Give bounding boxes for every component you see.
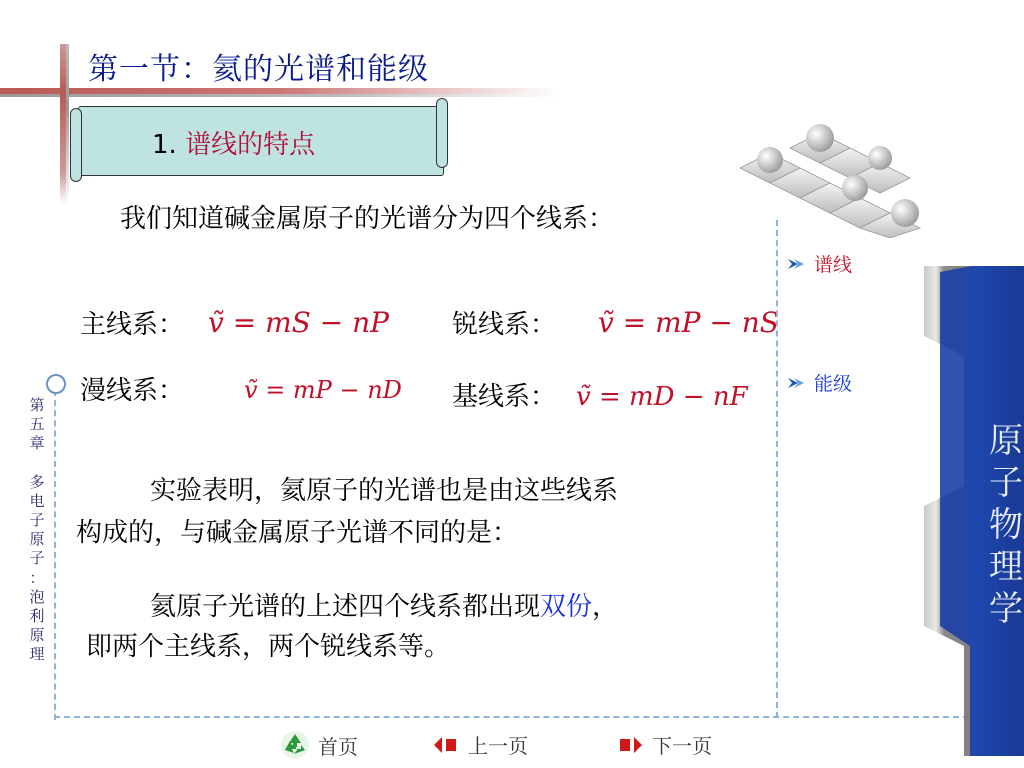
intro-text: 我们知道碱金属原子的光谱分为四个线系： <box>120 204 615 234</box>
chapter-char: 子 <box>29 549 45 568</box>
chapter-char: 章 <box>29 434 45 453</box>
spine-char: 物 <box>989 505 1023 545</box>
nav-energy-levels-label: 能级 <box>814 373 853 395</box>
header-accent-bar-gray <box>0 94 560 97</box>
chapter-char: 多 <box>29 472 45 491</box>
frame-bottom-line <box>54 716 969 718</box>
frame-circle-marker <box>46 374 66 394</box>
spine-char: 理 <box>989 547 1023 587</box>
chevron-right-icon <box>786 376 808 390</box>
series-label-principal: 主线系： <box>80 310 185 340</box>
para2-line2: 即两个主线系，两个锐线系等。 <box>86 632 451 662</box>
nav-spectral-lines-label: 谱线 <box>814 254 853 276</box>
spine-char: 原 <box>989 421 1023 461</box>
chevron-right-icon <box>786 257 808 271</box>
chapter-char: 第 <box>29 396 45 414</box>
formula-sharp: ṽ = mP − nS <box>598 306 779 339</box>
chapter-vertical-label <box>26 396 48 665</box>
formula-fundamental: ṽ = mD − nF <box>576 382 748 412</box>
series-label-fundamental: 基线系： <box>452 382 557 412</box>
highlight-double: 双份 <box>540 592 593 622</box>
frame-right-line <box>776 220 778 718</box>
section-text: 谱线的特点 <box>185 130 316 160</box>
formula-diffuse: ṽ = mP − nD <box>244 376 402 404</box>
chapter-char: 五 <box>29 415 45 434</box>
next-page-button[interactable] <box>616 730 712 759</box>
frame-left-line <box>54 390 56 720</box>
series-label-diffuse: 漫线系： <box>80 376 185 406</box>
para1-line1: 实验表明，氦原子的光谱也是由这些线系 <box>150 476 619 506</box>
section-banner <box>70 98 448 182</box>
section-heading <box>152 124 315 161</box>
next-page-label: 下一页 <box>652 734 712 758</box>
section-gap <box>177 130 185 160</box>
spine-char: 子 <box>989 463 1023 503</box>
chapter-char: 原 <box>29 530 45 549</box>
arrow-left-icon <box>432 735 460 755</box>
chapter-char: 子 <box>29 511 45 530</box>
chapter-char: 泡 <box>29 587 45 606</box>
prev-page-button[interactable] <box>432 730 528 759</box>
chapter-spacer <box>26 454 48 473</box>
nav-energy-levels[interactable] <box>786 369 852 396</box>
page-title: 第一节：氦的光谱和能级 <box>88 52 429 87</box>
banner-roll-right <box>436 98 448 168</box>
home-button[interactable] <box>280 730 358 760</box>
chapter-char: ： <box>29 568 45 587</box>
para2-line1 <box>150 586 618 623</box>
chapter-char: 理 <box>29 645 45 664</box>
spine-title <box>986 420 1024 630</box>
para1-line2: 构成的，与碱金属原子光谱不同的是： <box>76 518 519 548</box>
recycle-icon <box>280 730 310 760</box>
chapter-char: 利 <box>29 607 45 626</box>
arrow-right-icon <box>616 735 644 755</box>
para2-text: 氦原子光谱的上述四个线系都出现 <box>150 592 541 622</box>
blocks-decoration <box>730 118 930 238</box>
chapter-char: 电 <box>29 491 45 510</box>
series-label-sharp: 锐线系： <box>452 310 557 340</box>
section-number: 1. <box>152 130 177 160</box>
spine-char: 学 <box>989 589 1023 629</box>
banner-roll-left <box>70 108 82 182</box>
nav-spectral-lines[interactable] <box>786 250 852 277</box>
chapter-char: 原 <box>29 626 45 645</box>
header-accent-vertical-gray <box>66 44 69 204</box>
home-label: 首页 <box>318 734 358 759</box>
para2-comma: ， <box>592 592 619 622</box>
prev-page-label: 上一页 <box>468 734 528 758</box>
formula-principal: ṽ = mS − nP <box>208 306 389 339</box>
